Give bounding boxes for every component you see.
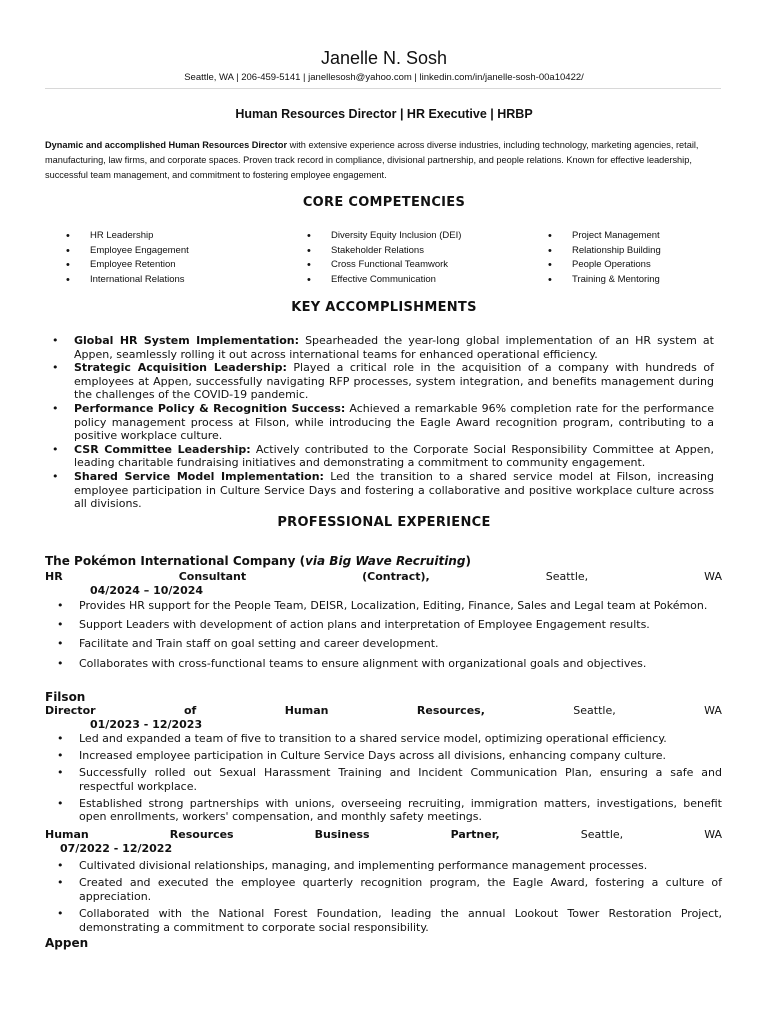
filson-director-bullets: [57, 732, 722, 827]
bullet-item: • Collaborated with the National Forest Foundation, leading the annual Lookout Tower Restoration Project, demonstrating a commitment to corporate social responsibility.: [57, 907, 722, 934]
candidate-name: Janelle N. Sosh: [320, 48, 448, 68]
competency-item: • Training & Mentoring: [548, 273, 748, 288]
accomplishment-text: Led the transition to a shared service model at Filson, increasing employee participation in Culture Service Days and fostering a collaborative and positive workplace culture across all divisions.: [74, 469, 714, 511]
competency-item: • Employee Engagement: [66, 244, 266, 259]
accomplishment-item: [52, 402, 714, 443]
summary-lead: Dynamic and accomplished Human Resources Director: [45, 140, 288, 150]
competency-item: • Employee Retention: [66, 258, 266, 273]
accomplishment-text: Actively contributed to the Corporate Social Responsibility Committee at Appen, leading charitable fundraising initiatives and demonstrating a commitment to community engagement.: [74, 442, 715, 470]
competency-item: • Project Management: [548, 229, 748, 244]
competency-column-2: [307, 229, 507, 287]
role-location: WA: [704, 828, 722, 841]
accomplishment-item: [52, 334, 714, 361]
bullet-item: • Collaborates with cross-functional teams to ensure alignment with organizational goals and objectives.: [57, 657, 722, 671]
competency-item: • Cross Functional Teamwork: [307, 258, 507, 273]
company-pokemon: [45, 554, 471, 568]
role-word: of: [183, 704, 197, 717]
role-word: Partner,: [450, 828, 500, 841]
accomplishment-item: [52, 361, 714, 402]
role-dates: 04/2024 – 10/2024: [90, 584, 204, 597]
bullet-item: • Support Leaders with development of action plans and interpretation of Employee Engagement results.: [57, 618, 722, 632]
competency-item: • Relationship Building: [548, 244, 748, 259]
company-appen: Appen: [45, 936, 89, 950]
bullet-item: • Provides HR support for the People Team, DEISR, Localization, Editing, Finance, Sales and Legal team at Pokémon.: [57, 599, 722, 613]
role-word: Business: [314, 828, 370, 841]
accomplishment-lead: Shared Service Model Implementation:: [74, 469, 324, 483]
accomplishment-item: [52, 443, 714, 470]
company-name: The Pokémon International Company (: [45, 554, 306, 568]
accomplishment-lead: Strategic Acquisition Leadership:: [74, 361, 287, 375]
summary-text: with extensive experience across diverse industries, including technology, marketing agencies, retail, manufacturing, law firms, and corporate spaces. Proven track record in compliance, divisional partnership, and people relations. Known for effective leadership, successful team management, and commitment to fostering employee engagement.: [45, 140, 699, 180]
accomplishment-lead: CSR Committee Leadership:: [74, 442, 251, 456]
summary: [45, 138, 725, 183]
role-word: (Contract),: [362, 570, 430, 583]
accomplishment-item: [52, 470, 714, 511]
company-filson: Filson: [45, 690, 86, 704]
bullet-item: • Increased employee participation in Culture Service Days across all divisions, enhancing company culture.: [57, 749, 722, 763]
competency-column-3: [548, 229, 748, 287]
bullet-item: • Cultivated divisional relationships, managing, and implementing performance management processes.: [57, 859, 722, 873]
role-word: Human: [284, 704, 329, 717]
role-location: Seattle,: [580, 828, 624, 841]
role-word: HR: [45, 570, 63, 583]
accomplishment-text: Played a critical role in the acquisition of a company with hundreds of employees at Appen, successfully navigating RFP processes, system integration, and benefits management during the challenges of the COVID-19 pandemic.: [74, 361, 714, 402]
header-divider: [45, 88, 721, 89]
role-location: Seattle,: [573, 704, 616, 717]
accomplishments-list: [52, 334, 714, 511]
competency-item: • Effective Communication: [307, 273, 507, 288]
headline: Human Resources Director | HR Executive | HRBP: [235, 107, 533, 121]
role-location: Seattle,: [545, 570, 589, 583]
accomplishment-lead: Performance Policy & Recognition Success:: [74, 401, 346, 415]
section-professional-experience: PROFESSIONAL EXPERIENCE: [277, 515, 491, 530]
bullet-item: • Successfully rolled out Sexual Harassment Training and Incident Communication Plan, ensuring a safe and respectful workplace.: [57, 766, 722, 793]
competency-item: • Diversity Equity Inclusion (DEI): [307, 229, 507, 244]
competency-item: • HR Leadership: [66, 229, 266, 244]
accomplishment-text: Spearheaded the year-long global implementation of an HR system at Appen, seamlessly rolling it out across international teams for enhanced operational efficiency.: [74, 334, 714, 361]
section-core-competencies: CORE COMPETENCIES: [302, 195, 466, 210]
bullet-item: • Led and expanded a team of five to transition to a shared service model, optimizing operational efficiency.: [57, 732, 722, 746]
bullet-item: • Created and executed the employee quarterly recognition program, the Eagle Award, fostering a culture of appreciation.: [57, 876, 722, 903]
competency-item: • International Relations: [66, 273, 266, 288]
accomplishment-lead: Global HR System Implementation:: [74, 334, 300, 347]
role-dates: 01/2023 - 12/2023: [90, 718, 203, 731]
role-line-director-hr: [45, 704, 722, 717]
company-via: via Big Wave Recruiting: [305, 554, 466, 568]
competency-item: • People Operations: [548, 258, 748, 273]
role-line-hr-consultant: [45, 570, 722, 583]
pokemon-bullets: [57, 599, 722, 676]
role-word: Director: [45, 704, 96, 717]
accomplishment-text: Achieved a remarkable 96% completion rate for the performance policy management process at Filson, while introducing the Eagle Award recognition program, contributing to a positive workplace culture.: [74, 401, 714, 443]
role-word: Consultant: [178, 570, 247, 583]
role-word: Resources: [169, 828, 234, 841]
filson-hrbp-bullets: [57, 859, 722, 938]
competency-item: • Stakeholder Relations: [307, 244, 507, 259]
role-word: Resources,: [416, 704, 485, 717]
role-word: Human: [45, 828, 89, 841]
section-key-accomplishments: KEY ACCOMPLISHMENTS: [291, 300, 477, 315]
role-dates: 07/2022 - 12/2022: [60, 842, 173, 855]
bullet-item: • Established strong partnerships with unions, overseeing recruiting, immigration matters, investigations, benefit open enrollments, workers' compensation, and monthly safety meetings.: [57, 797, 722, 824]
contact-line: Seattle, WA | 206-459-5141 | janellesosh@yahoo.com | linkedin.com/in/janelle-sosh-00a10422/: [184, 72, 584, 83]
bullet-item: • Facilitate and Train staff on goal setting and career development.: [57, 637, 722, 651]
company-close: ): [465, 554, 471, 568]
role-location: WA: [704, 570, 722, 583]
competency-column-1: [66, 229, 266, 287]
role-location: WA: [704, 704, 722, 717]
role-line-hrbp: [45, 828, 722, 841]
